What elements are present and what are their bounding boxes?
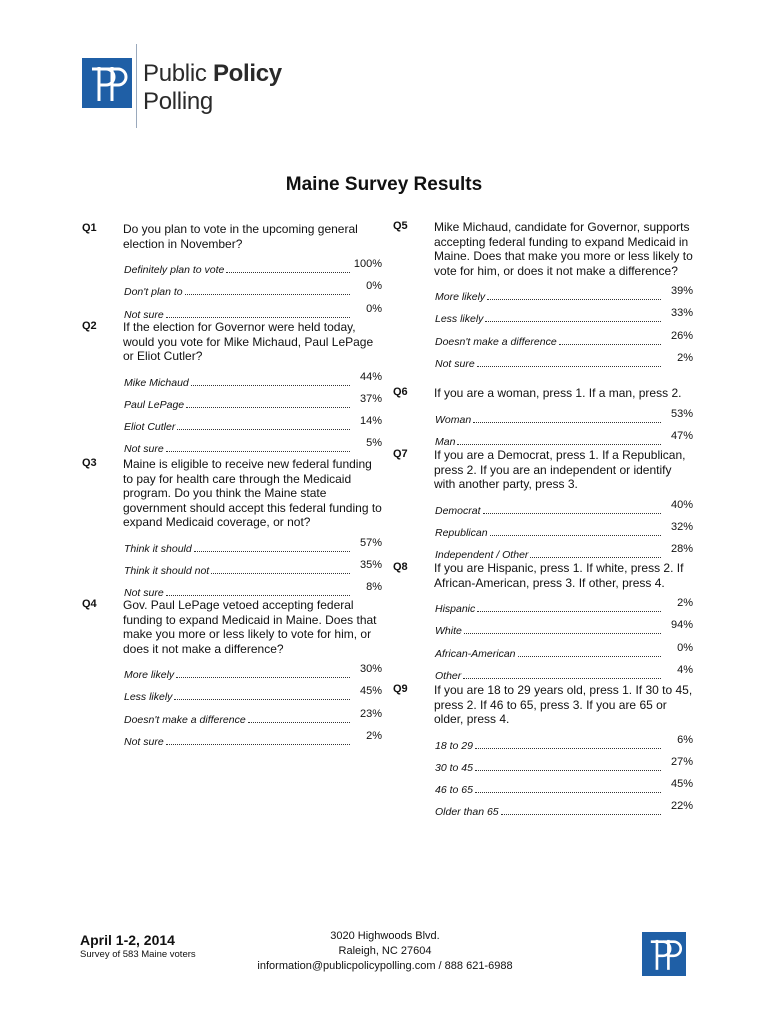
answer-label: Think it should not — [124, 564, 210, 577]
answer-row — [124, 367, 382, 389]
dot-leader — [485, 321, 661, 322]
answer-row — [124, 533, 382, 555]
question-block — [393, 386, 693, 448]
dot-leader — [477, 611, 661, 612]
contact-line: information@publicpolicypolling.com / 888 621-6988 — [257, 960, 513, 972]
answer-label: More likely — [435, 291, 486, 304]
answer-label: Less likely — [124, 691, 173, 704]
answer-row — [124, 577, 382, 599]
question-number: Q9 — [393, 683, 408, 695]
answer-list — [435, 495, 693, 562]
answer-label: White — [435, 625, 462, 638]
answer-percent: 2% — [677, 597, 693, 610]
answer-percent: 27% — [670, 755, 693, 768]
answer-row — [124, 254, 382, 276]
question-block — [393, 683, 693, 818]
answer-label: 18 to 29 — [435, 739, 473, 752]
question-number: Q8 — [393, 561, 408, 573]
question-block — [82, 320, 382, 455]
dot-leader — [177, 429, 350, 430]
dot-leader — [457, 444, 661, 445]
question-text: Gov. Paul LePage vetoed accepting federal funding to expand Medicaid in Maine. Does that make you more or less likely to vote for him, or does it not make a difference? — [123, 598, 377, 656]
dot-leader — [194, 551, 350, 552]
answer-row — [435, 593, 693, 615]
footer-date: April 1-2, 2014 — [80, 932, 175, 948]
answer-percent: 23% — [359, 707, 382, 720]
answer-percent: 57% — [359, 536, 382, 549]
answer-label: Less likely — [435, 313, 484, 326]
logo-divider — [136, 44, 137, 128]
answer-row — [435, 426, 693, 448]
answer-label: Think it should — [124, 542, 192, 555]
answer-row — [124, 555, 382, 577]
dot-leader — [483, 513, 661, 514]
answer-percent: 45% — [359, 685, 382, 698]
answer-percent: 33% — [670, 307, 693, 320]
question-number: Q6 — [393, 386, 408, 398]
answer-row — [435, 752, 693, 774]
answer-row — [435, 348, 693, 370]
question-number: Q7 — [393, 448, 408, 460]
question-text: If you are 18 to 29 years old, press 1. If 30 to 45, press 2. If 46 to 65, press 3. If you are 65 or older, press 4. — [434, 683, 693, 726]
answer-percent: 30% — [359, 663, 382, 676]
answer-label: Not sure — [124, 443, 164, 456]
question-number: Q3 — [82, 457, 97, 469]
answer-row — [124, 298, 382, 320]
answer-percent: 45% — [670, 778, 693, 791]
answer-row — [435, 404, 693, 426]
answer-percent: 35% — [359, 558, 382, 571]
answer-percent: 100% — [353, 258, 382, 271]
dot-leader — [248, 722, 350, 723]
answer-percent: 40% — [670, 498, 693, 511]
answer-label: 46 to 65 — [435, 784, 473, 797]
answer-label: Older than 65 — [435, 806, 499, 819]
answer-percent: 0% — [677, 641, 693, 654]
answer-row — [124, 389, 382, 411]
address-line-2: Raleigh, NC 27604 — [338, 945, 432, 957]
answer-row — [435, 796, 693, 818]
answer-label: 30 to 45 — [435, 761, 473, 774]
answer-percent: 4% — [677, 663, 693, 676]
answer-list — [435, 281, 693, 370]
dot-leader — [477, 366, 661, 367]
question-text: If you are a Democrat, press 1. If a Republican, press 2. If you are an independent or identify with another party, press 3. — [434, 448, 686, 491]
answer-percent: 2% — [677, 351, 693, 364]
dot-leader — [226, 272, 350, 273]
answer-label: More likely — [124, 669, 175, 682]
question-text: If you are a woman, press 1. If a man, press 2. — [434, 386, 682, 400]
question-number: Q5 — [393, 220, 408, 232]
answer-label: Man — [435, 435, 456, 448]
question-text: Maine is eligible to receive new federal funding to pay for health care through the Medicaid program. Do you think the Maine state government should accept this federal funding to expand Medicaid coverage, or not? — [123, 457, 382, 529]
answer-label: African-American — [435, 647, 516, 660]
dot-leader — [186, 407, 350, 408]
answer-percent: 44% — [359, 370, 382, 383]
answer-label: Eliot Cutler — [124, 421, 176, 434]
dot-leader — [559, 344, 661, 345]
logo-word-polling: Polling — [143, 88, 213, 115]
answer-row — [435, 281, 693, 303]
answer-label: Paul LePage — [124, 398, 185, 411]
answer-row — [435, 517, 693, 539]
answer-label: Mike Michaud — [124, 376, 189, 389]
answer-row — [435, 615, 693, 637]
answer-label: Independent / Other — [435, 549, 529, 562]
page-title: Maine Survey Results — [285, 174, 483, 195]
question-block — [393, 561, 693, 682]
answer-label: Not sure — [124, 308, 164, 321]
question-text: Mike Michaud, candidate for Governor, supports accepting federal funding to expand Medicaid in Maine. Does that make you more or less likely to vote for him, or does it not make a difference? — [434, 220, 693, 278]
answer-percent: 32% — [670, 520, 693, 533]
answer-percent: 53% — [670, 407, 693, 420]
answer-label: Hispanic — [435, 603, 476, 616]
dot-leader — [166, 317, 350, 318]
dot-leader — [166, 595, 350, 596]
answer-percent: 39% — [670, 285, 693, 298]
ppp-logo-icon — [82, 58, 132, 108]
footer-survey-size: Survey of 583 Maine voters — [80, 949, 196, 960]
question-number: Q2 — [82, 320, 97, 332]
answer-row — [124, 411, 382, 433]
answer-row — [435, 660, 693, 682]
answer-label: Woman — [435, 413, 472, 426]
answer-percent: 0% — [366, 280, 382, 293]
answer-label: Democrat — [435, 504, 481, 517]
dot-leader — [166, 451, 350, 452]
dot-leader — [473, 422, 661, 423]
answer-label: Doesn't make a difference — [435, 335, 557, 348]
dot-leader — [475, 792, 661, 793]
answer-list — [124, 254, 382, 321]
question-block — [82, 598, 382, 748]
dot-leader — [176, 677, 350, 678]
dot-leader — [166, 744, 350, 745]
logo-word-policy: Policy — [212, 60, 282, 87]
answer-percent: 0% — [366, 302, 382, 315]
answer-list — [124, 533, 382, 600]
dot-leader — [490, 535, 661, 536]
question-block — [82, 222, 382, 321]
logo-wordmark — [143, 60, 282, 116]
answer-percent: 5% — [366, 437, 382, 450]
answer-row — [435, 637, 693, 659]
answer-row — [435, 730, 693, 752]
answer-row — [124, 726, 382, 748]
dot-leader — [211, 573, 350, 574]
answer-row — [124, 276, 382, 298]
answer-percent: 2% — [366, 729, 382, 742]
question-text: If you are Hispanic, press 1. If white, press 2. If African-American, press 3. If other, press 4. — [434, 561, 684, 590]
answer-row — [435, 495, 693, 517]
ppp-footer-logo-icon — [642, 932, 686, 976]
answer-percent: 37% — [359, 392, 382, 405]
answer-percent: 22% — [670, 800, 693, 813]
question-text: Do you plan to vote in the upcoming general election in November? — [123, 222, 358, 251]
answer-row — [435, 303, 693, 325]
question-block — [82, 457, 382, 599]
logo-word-public: Public — [143, 60, 207, 87]
answer-label: Don't plan to — [124, 286, 183, 299]
dot-leader — [464, 633, 661, 634]
dot-leader — [487, 299, 661, 300]
dot-leader — [475, 748, 661, 749]
answer-label: Other — [435, 669, 462, 682]
answer-label: Not sure — [124, 587, 164, 600]
question-number: Q4 — [82, 598, 97, 610]
question-block — [393, 220, 693, 370]
dot-leader — [530, 557, 661, 558]
question-text: If the election for Governor were held today, would you vote for Mike Michaud, Paul LePage or Eliot Cutler? — [123, 320, 374, 363]
answer-row — [124, 703, 382, 725]
address-line-1: 3020 Highwoods Blvd. — [330, 930, 440, 942]
question-number: Q1 — [82, 222, 97, 234]
answer-label: Republican — [435, 526, 488, 539]
answer-label: Not sure — [435, 357, 475, 370]
answer-row — [124, 681, 382, 703]
answer-row — [124, 659, 382, 681]
dot-leader — [185, 294, 350, 295]
answer-label: Not sure — [124, 735, 164, 748]
answer-row — [435, 539, 693, 561]
dot-leader — [174, 699, 350, 700]
answer-list — [124, 367, 382, 456]
answer-percent: 26% — [670, 329, 693, 342]
answer-row — [435, 774, 693, 796]
answer-label: Doesn't make a difference — [124, 713, 246, 726]
answer-percent: 94% — [670, 619, 693, 632]
question-block — [393, 448, 693, 561]
dot-leader — [191, 385, 350, 386]
answer-row — [124, 433, 382, 455]
dot-leader — [463, 678, 661, 679]
answer-percent: 28% — [670, 543, 693, 556]
answer-list — [124, 659, 382, 748]
footer-address — [225, 929, 545, 974]
answer-list — [435, 404, 693, 448]
answer-row — [435, 325, 693, 347]
dot-leader — [475, 770, 661, 771]
dot-leader — [518, 656, 661, 657]
answer-percent: 8% — [366, 581, 382, 594]
answer-list — [435, 730, 693, 819]
answer-percent: 14% — [359, 415, 382, 428]
answer-percent: 47% — [670, 429, 693, 442]
answer-label: Definitely plan to vote — [124, 264, 225, 277]
answer-percent: 6% — [677, 733, 693, 746]
dot-leader — [501, 814, 661, 815]
answer-list — [435, 593, 693, 682]
